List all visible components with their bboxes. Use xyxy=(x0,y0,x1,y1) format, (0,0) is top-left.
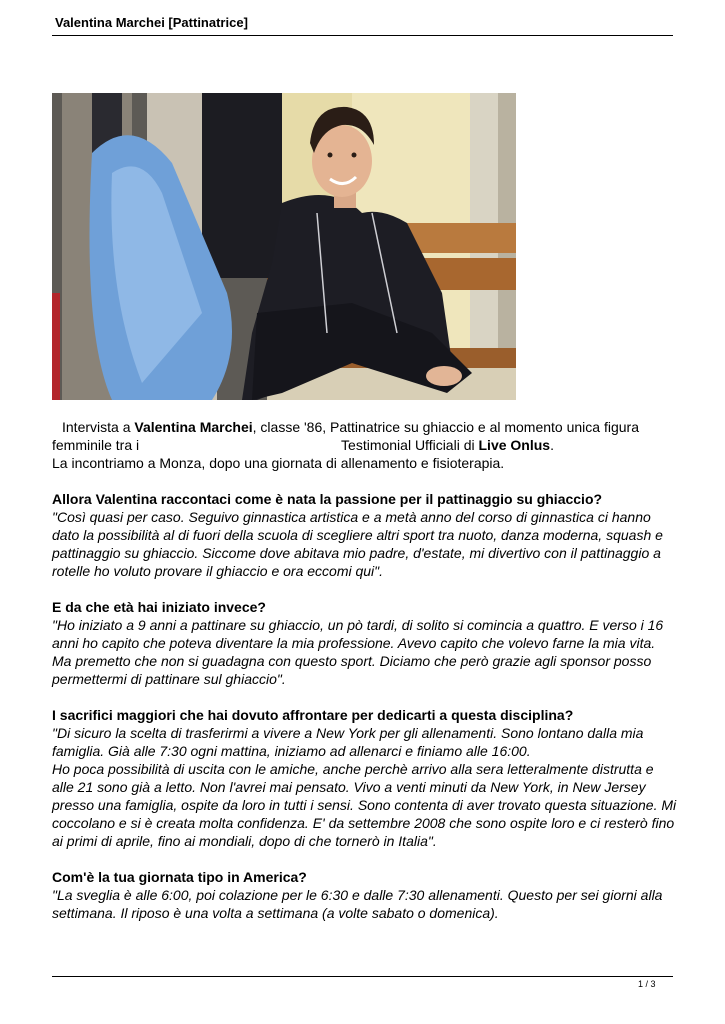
intro-testimonial: Testimonial Ufficiali di xyxy=(341,437,479,453)
intro-end: . xyxy=(550,437,554,453)
intro-middle: , classe '86, Pattinatrice su ghiaccio e al momento unica figura femminile tra i xyxy=(52,419,639,453)
answer: "La sveglia è alle 6:00, poi colazione per le 6:30 e dalle 7:30 allenamenti. Questo per sei giorni alla settimana. Il riposo è una volta a settimana (a volte sabato o domenica). xyxy=(52,887,663,921)
answer: "Così quasi per caso. Seguivo ginnastica artistica e a metà anno del corso di ginnastica ci hanno dato la possibilità al di fuori della scuola di scegliere altri sport tra nuoto, danza moderna, squash e pattinaggio su ghiaccio. Siccome dove abitava mio padre, d'estate, mi divertivo con il pattinaggio a rotelle ho voluto provare il ghiaccio e ora eccomi qui". xyxy=(52,509,663,579)
answer-continued: Ho poca possibilità di uscita con le amiche, anche perchè arrivo alla sera letteralmente distrutta e alle 21 sono già a letto. Non l'avrei mai pensato. Vivo a venti minuti da New York, in New Jersey presso una famiglia, ospite da loro in tutti i sensi. Sono contenta di aver trovato questa situazione. Mi coccolano e si è creata molta confidenza. E' da settembre 2008 che sono ospite loro e ci resterò fino ai primi di aprile, fino ai mondiali, dopo di che tornerò in Italia". xyxy=(52,761,677,849)
question: Com'è la tua giornata tipo in America? xyxy=(52,869,307,885)
intro-paragraph xyxy=(52,418,677,472)
answer: "Di sicuro la scelta di trasferirmi a vivere a New York per gli allenamenti. Sono lontano dalla mia famiglia. Già alle 7:30 ogni mattina, iniziamo ad allenarci e finiamo alle 16:00. xyxy=(52,725,644,759)
answer: "Ho iniziato a 9 anni a pattinare su ghiaccio, un pò tardi, di solito si comincia a quattro. E verso i 16 anni ho capito che poteva diventare la mia professione. Avevo capito che volevo farne la mia vita. Ma premetto che non si guadagna con questo sport. Diciamo che però grazie agli sponsor posso permettermi di pattinare sul ghiaccio". xyxy=(52,617,664,687)
qa-block xyxy=(52,490,677,580)
question: E da che età hai iniziato invece? xyxy=(52,599,266,615)
article-body xyxy=(52,418,677,922)
athlete-name: Valentina Marchei xyxy=(134,419,253,435)
header-divider xyxy=(52,35,673,36)
org-name: Live Onlus xyxy=(478,437,551,453)
intro-line2: La incontriamo a Monza, dopo una giornata di allenamento e fisioterapia. xyxy=(52,455,505,471)
page-number: 1 / 3 xyxy=(638,979,656,989)
qa-block xyxy=(52,868,677,922)
footer-divider xyxy=(52,976,673,977)
question: Allora Valentina raccontaci come è nata la passione per il pattinaggio su ghiaccio? xyxy=(52,491,603,507)
intro-prefix: Intervista a xyxy=(62,419,135,435)
qa-block xyxy=(52,598,677,688)
qa-block xyxy=(52,706,677,850)
portrait-photo xyxy=(52,93,516,400)
page-title: Valentina Marchei [Pattinatrice] xyxy=(55,15,248,30)
question: I sacrifici maggiori che hai dovuto affrontare per dedicarti a questa disciplina? xyxy=(52,707,574,723)
